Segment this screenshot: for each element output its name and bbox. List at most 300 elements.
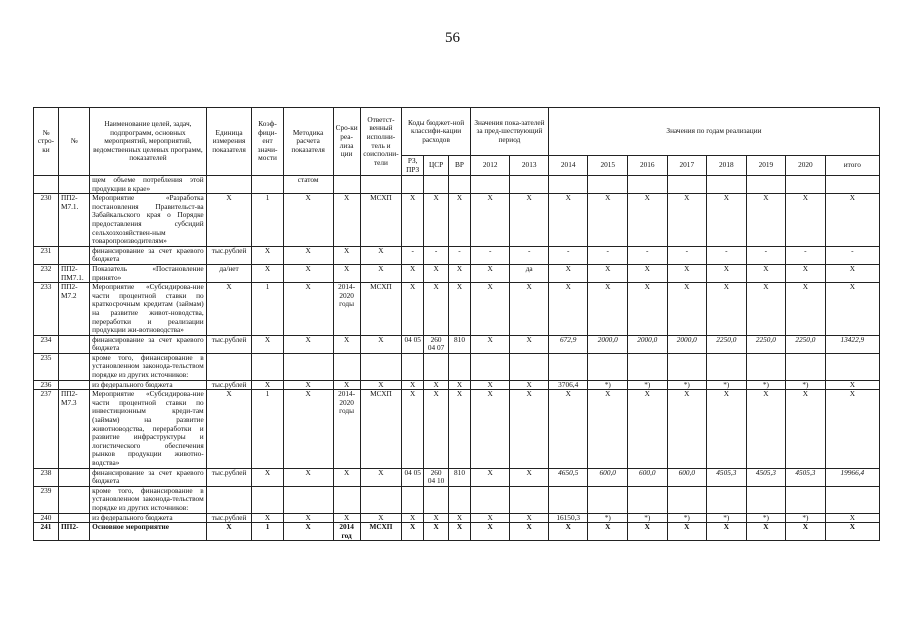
terms-cell [333,486,360,513]
name-cell: финансирование за счет краевого бюджета [90,246,207,264]
header-year: 2012 [470,156,510,176]
value-cell: да [510,264,548,282]
value-cell: 672,9 [548,335,588,353]
row-number-cell: 234 [34,335,59,353]
value-cell: Х [510,335,548,353]
name-cell: Мероприятие «Субсидирова-ние части процентной ставки по инвестиционным креди-там (займам) на развитие животноводства, переработки и развитие инфраструктуры и логистического обеспечения рынков продукции животно-водства» [90,390,207,468]
value-cell [628,176,668,194]
code-cell: ПП2-М7.3 [58,390,89,468]
value-cell: Х [510,390,548,468]
csr-cell [424,486,449,513]
value-cell: 3706,4 [548,380,588,390]
rz-cell: - [402,246,424,264]
row-number-cell [34,176,59,194]
method-cell [283,486,333,513]
method-cell: Х [283,390,333,468]
value-cell: Х [588,283,628,336]
responsible-cell: МСХП [360,283,402,336]
header-year: 2017 [667,156,707,176]
vr-cell [449,486,471,513]
rz-cell: Х [402,523,424,541]
value-cell: - [628,246,668,264]
name-cell: Основное мероприятие [90,523,207,541]
value-cell [667,176,707,194]
table-row [34,468,880,486]
value-cell: Х [628,283,668,336]
header-csr: ЦСР [424,156,449,176]
rz-cell: Х [402,513,424,523]
unit-cell: тыс.рублей [206,380,252,390]
value-cell: - [510,246,548,264]
rz-cell: Х [402,380,424,390]
coef-cell: Х [252,246,283,264]
value-cell: Х [746,523,786,541]
value-cell: Х [470,513,510,523]
coef-cell [252,353,283,380]
value-cell: Х [470,468,510,486]
value-cell: *) [707,380,747,390]
value-cell: Х [510,194,548,247]
coef-cell: Х [252,513,283,523]
value-cell [470,176,510,194]
total-cell: - [825,246,879,264]
value-cell: Х [628,390,668,468]
value-cell: *) [746,513,786,523]
value-cell: Х [548,390,588,468]
responsible-cell: Х [360,513,402,523]
value-cell: Х [470,194,510,247]
total-cell [825,486,879,513]
code-cell [58,486,89,513]
value-cell [548,486,588,513]
value-cell: 600,0 [667,468,707,486]
method-cell: Х [283,523,333,541]
unit-cell: Х [206,390,252,468]
value-cell [667,353,707,380]
value-cell [667,486,707,513]
code-cell: ПП2- [58,523,89,541]
coef-cell: 1 [252,283,283,336]
header-row [34,108,880,156]
rz-cell: Х [402,283,424,336]
method-cell: Х [283,194,333,247]
method-cell: Х [283,264,333,282]
method-cell: Х [283,468,333,486]
csr-cell: - [424,246,449,264]
terms-cell: Х [333,513,360,523]
value-cell: *) [786,513,826,523]
value-cell [746,486,786,513]
value-cell: Х [548,264,588,282]
code-cell [58,353,89,380]
terms-cell [333,176,360,194]
value-cell: Х [786,264,826,282]
value-cell: Х [628,523,668,541]
value-cell: Х [786,283,826,336]
code-cell: ПП2-М7.2 [58,283,89,336]
name-cell: финансирование за счет краевого бюджета [90,468,207,486]
value-cell: Х [707,523,747,541]
table-row [34,513,880,523]
value-cell: 4505,3 [786,468,826,486]
value-cell: Х [786,194,826,247]
value-cell: Х [667,283,707,336]
csr-cell [424,353,449,380]
rz-cell: Х [402,390,424,468]
header-rz: РЗ, ПРЗ [402,156,424,176]
csr-cell [424,176,449,194]
coef-cell: Х [252,468,283,486]
name-cell: из федерального бюджета [90,513,207,523]
table-row [34,486,880,513]
value-cell: Х [588,390,628,468]
method-cell: Х [283,380,333,390]
value-cell [588,353,628,380]
value-cell: *) [746,380,786,390]
table-row [34,194,880,247]
header-yearly-values: Значения по годам реализации [548,108,879,156]
header-year: 2018 [707,156,747,176]
row-number-cell: 233 [34,283,59,336]
value-cell: *) [588,513,628,523]
value-cell: *) [628,380,668,390]
value-cell: Х [548,283,588,336]
value-cell [786,486,826,513]
responsible-cell: Х [360,380,402,390]
header-unit: Единица измерения показателя [206,108,252,176]
vr-cell: Х [449,264,471,282]
terms-cell: 2014 год [333,523,360,541]
csr-cell: Х [424,390,449,468]
table-row [34,353,880,380]
value-cell: Х [628,194,668,247]
total-cell: Х [825,283,879,336]
value-cell: - [667,246,707,264]
csr-cell: 260 04 07 [424,335,449,353]
rz-cell: Х [402,194,424,247]
value-cell: *) [786,380,826,390]
terms-cell: Х [333,468,360,486]
value-cell: - [746,246,786,264]
unit-cell: тыс.рублей [206,468,252,486]
row-number-cell: 236 [34,380,59,390]
coef-cell: 1 [252,390,283,468]
header-coef: Коэф-фици-ент значи-мости [252,108,283,176]
coef-cell: Х [252,264,283,282]
total-cell: Х [825,194,879,247]
value-cell: Х [667,194,707,247]
terms-cell: 2014-2020 годы [333,390,360,468]
rz-cell: Х [402,264,424,282]
csr-cell: Х [424,513,449,523]
rz-cell [402,176,424,194]
value-cell: Х [667,390,707,468]
coef-cell: 1 [252,523,283,541]
value-cell [510,353,548,380]
header-year: 2016 [628,156,668,176]
total-cell [825,353,879,380]
value-cell: Х [707,194,747,247]
value-cell [707,176,747,194]
value-cell: *) [628,513,668,523]
value-cell: 4505,3 [707,468,747,486]
value-cell [588,486,628,513]
coef-cell: Х [252,380,283,390]
code-cell [58,380,89,390]
value-cell: Х [667,264,707,282]
value-cell: - [548,246,588,264]
responsible-cell: Х [360,335,402,353]
code-cell: ПП2-ПМ7.1. [58,264,89,282]
total-cell: 13422,9 [825,335,879,353]
code-cell [58,246,89,264]
terms-cell: Х [333,335,360,353]
row-number-cell: 239 [34,486,59,513]
terms-cell: Х [333,264,360,282]
value-cell: Х [470,380,510,390]
value-cell: 2250,0 [707,335,747,353]
terms-cell: Х [333,380,360,390]
value-cell: Х [746,264,786,282]
name-cell: кроме того, финансирование в установленном законода-тельством порядке из других источников: [90,486,207,513]
name-cell: финансирование за счет краевого бюджета [90,335,207,353]
value-cell: Х [667,523,707,541]
header-year: 2020 [786,156,826,176]
value-cell [786,176,826,194]
csr-cell: Х [424,264,449,282]
table-row [34,246,880,264]
vr-cell: Х [449,390,471,468]
value-cell [470,486,510,513]
value-cell: Х [510,523,548,541]
code-cell [58,335,89,353]
table-row [34,264,880,282]
header-budget-codes: Коды бюджет-ной классифи-кации расходов [402,108,471,156]
unit-cell [206,353,252,380]
csr-cell: 260 04 10 [424,468,449,486]
rz-cell: 04 05 [402,468,424,486]
header-name: Наименование целей, задач, подпрограмм, основных мероприятий, мероприятий, ведомственных целевых программ, показателей [90,108,207,176]
vr-cell: 810 [449,468,471,486]
header-total: итого [825,156,879,176]
value-cell: 2250,0 [786,335,826,353]
value-cell: Х [548,194,588,247]
value-cell [707,486,747,513]
value-cell: *) [588,380,628,390]
rz-cell [402,486,424,513]
value-cell: Х [548,523,588,541]
table-row [34,283,880,336]
value-cell: Х [628,264,668,282]
terms-cell [333,353,360,380]
value-cell [628,353,668,380]
responsible-cell: МСХП [360,523,402,541]
total-cell: 19966,4 [825,468,879,486]
code-cell [58,513,89,523]
value-cell [707,353,747,380]
value-cell: - [588,246,628,264]
value-cell: Х [510,380,548,390]
value-cell: Х [470,523,510,541]
value-cell [510,176,548,194]
row-number-cell: 230 [34,194,59,247]
value-cell [628,486,668,513]
unit-cell: тыс.рублей [206,513,252,523]
value-cell [786,353,826,380]
method-cell: Х [283,513,333,523]
table-row [34,390,880,468]
value-cell: Х [786,390,826,468]
total-cell [825,176,879,194]
csr-cell: Х [424,523,449,541]
header-method: Методика расчета показателя [283,108,333,176]
value-cell: *) [667,380,707,390]
csr-cell: Х [424,194,449,247]
responsible-cell: Х [360,264,402,282]
name-cell: кроме того, финансирование в установленном законода-тельством порядке из других источников: [90,353,207,380]
value-cell [470,353,510,380]
unit-cell: да/нет [206,264,252,282]
responsible-cell [360,176,402,194]
value-cell: 4650,5 [548,468,588,486]
value-cell: Х [746,390,786,468]
csr-cell: Х [424,380,449,390]
value-cell: Х [707,283,747,336]
name-cell: щем объеме потребления этой продукции в крае» [90,176,207,194]
responsible-cell: Х [360,468,402,486]
responsible-cell: МСХП [360,390,402,468]
header-prior-values: Значения пока-зателей за пред-шествующий период [470,108,548,156]
value-cell: Х [588,264,628,282]
vr-cell: 810 [449,335,471,353]
value-cell: Х [707,390,747,468]
value-cell: Х [510,468,548,486]
value-cell [548,176,588,194]
value-cell: Х [470,335,510,353]
row-number-cell: 240 [34,513,59,523]
code-cell [58,468,89,486]
value-cell: 2250,0 [746,335,786,353]
page-number: 56 [445,30,460,46]
method-cell: статом [283,176,333,194]
vr-cell: Х [449,283,471,336]
header-row-no: № стро-ки [34,108,59,176]
value-cell: - [786,246,826,264]
value-cell: Х [470,264,510,282]
value-cell: 2000,0 [667,335,707,353]
responsible-cell [360,486,402,513]
header-responsible: Ответст-венный исполни-тель и соисполни-тели [360,108,402,176]
value-cell [588,176,628,194]
row-number-cell: 232 [34,264,59,282]
value-cell: Х [746,194,786,247]
method-cell: Х [283,283,333,336]
value-cell: 600,0 [628,468,668,486]
method-cell [283,353,333,380]
rz-cell [402,353,424,380]
table-row [34,176,880,194]
name-cell: Мероприятие «Разработка постановления Правительст-ва Забайкальского края о Порядке предоставления субсидий сельхозхозяйствен-ным товаропроизводителям» [90,194,207,247]
unit-cell: Х [206,523,252,541]
value-cell [510,486,548,513]
vr-cell: Х [449,194,471,247]
value-cell: 600,0 [588,468,628,486]
value-cell: 2000,0 [628,335,668,353]
row-number-cell: 237 [34,390,59,468]
value-cell: *) [707,513,747,523]
header-code: № [58,108,89,176]
header-year: 2013 [510,156,548,176]
program-table [33,107,880,541]
value-cell: Х [588,194,628,247]
value-cell: Х [746,283,786,336]
unit-cell: Х [206,194,252,247]
vr-cell [449,176,471,194]
vr-cell: Х [449,523,471,541]
value-cell: 4505,3 [746,468,786,486]
row-number-cell: 241 [34,523,59,541]
table-row [34,380,880,390]
method-cell: Х [283,335,333,353]
vr-cell [449,353,471,380]
total-cell: Х [825,380,879,390]
value-cell: Х [786,523,826,541]
table-row [34,523,880,541]
value-cell [746,353,786,380]
header-year: 2019 [746,156,786,176]
name-cell: из федерального бюджета [90,380,207,390]
value-cell [746,176,786,194]
total-cell: Х [825,390,879,468]
responsible-cell: Х [360,246,402,264]
code-cell: ПП2-М7.1. [58,194,89,247]
header-year: 2015 [588,156,628,176]
header-terms: Сро-ки реа-лиза ции [333,108,360,176]
value-cell: Х [510,283,548,336]
code-cell [58,176,89,194]
name-cell: Мероприятие «Субсидирова-ние части процентной ставки по краткосрочным кредитам (займам) на развитие живот-новодства, переработки и реализации продукции жи-вотноводства» [90,283,207,336]
coef-cell [252,176,283,194]
total-cell: Х [825,513,879,523]
value-cell: Х [470,283,510,336]
total-cell: Х [825,523,879,541]
row-number-cell: 235 [34,353,59,380]
value-cell: Х [470,390,510,468]
row-number-cell: 238 [34,468,59,486]
vr-cell: Х [449,380,471,390]
unit-cell [206,486,252,513]
unit-cell: Х [206,283,252,336]
total-cell: Х [825,264,879,282]
responsible-cell: МСХП [360,194,402,247]
value-cell: 16150,3 [548,513,588,523]
csr-cell: Х [424,283,449,336]
unit-cell: тыс.рублей [206,246,252,264]
vr-cell: - [449,246,471,264]
unit-cell [206,176,252,194]
terms-cell: 2014-2020 годы [333,283,360,336]
value-cell: - [707,246,747,264]
value-cell: Х [588,523,628,541]
vr-cell: Х [449,513,471,523]
value-cell: 2000,0 [588,335,628,353]
rz-cell: 04 05 [402,335,424,353]
value-cell: Х [510,513,548,523]
table-row [34,335,880,353]
coef-cell: 1 [252,194,283,247]
value-cell: *) [667,513,707,523]
responsible-cell [360,353,402,380]
